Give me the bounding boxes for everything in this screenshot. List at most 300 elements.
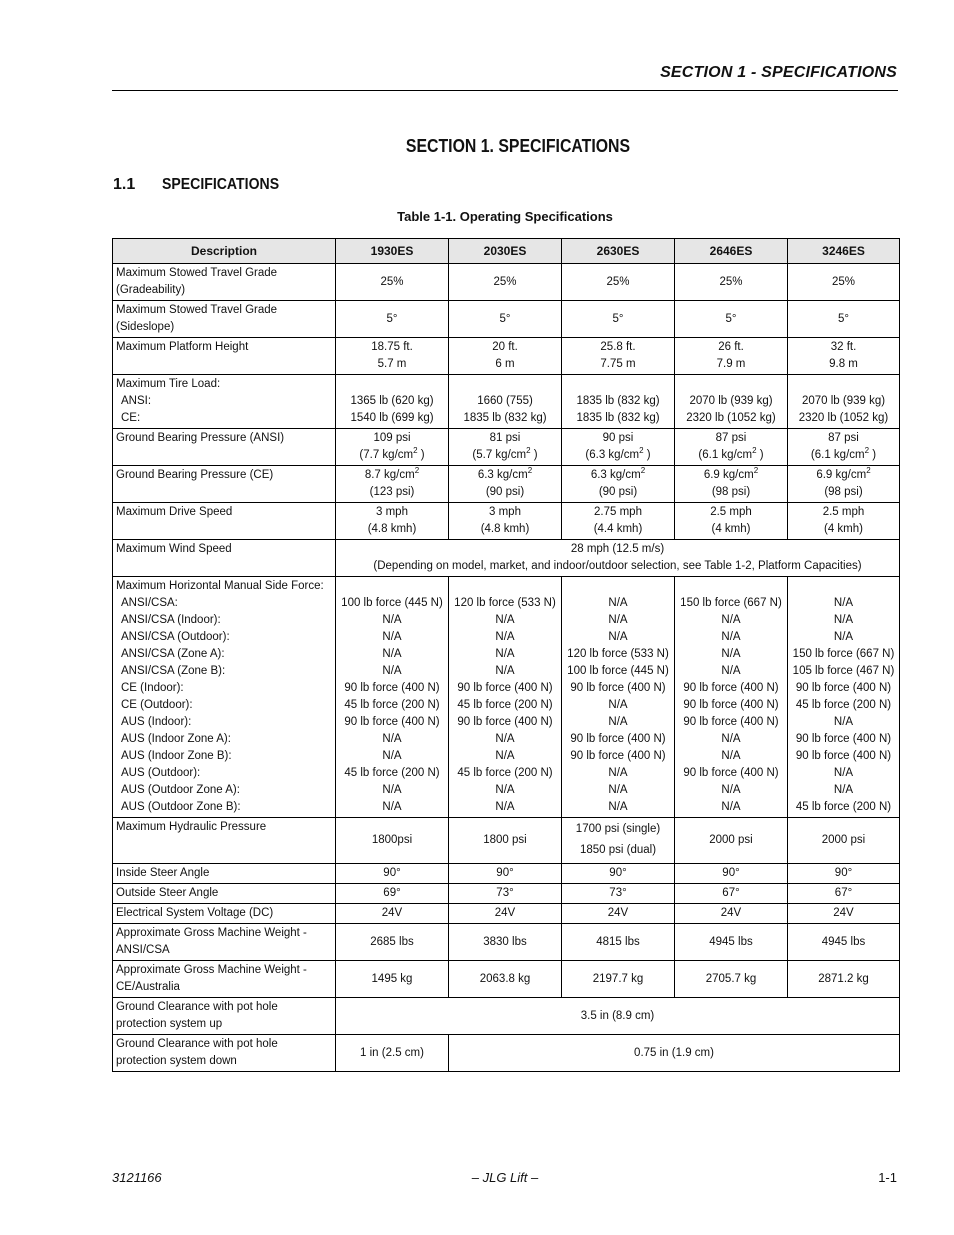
value-line: 1800 psi (483, 834, 527, 846)
value-line: 90 lb force (400 N) (683, 699, 779, 711)
value-line: N/A (382, 648, 402, 660)
value-line: 3 mph (376, 506, 408, 518)
table-cell (449, 818, 562, 864)
value-line: 90 lb force (400 N) (570, 733, 666, 745)
column-header: 2646ES (675, 239, 788, 264)
table-cell (336, 338, 449, 375)
table-cell (449, 338, 562, 375)
value-line: (4.4 kmh) (593, 523, 643, 535)
value-line: 90 lb force (400 N) (570, 682, 666, 694)
value-line: 45 lb force (200 N) (457, 699, 553, 711)
value-line: (123 psi) (369, 486, 415, 498)
table-cell (449, 577, 562, 818)
value-line: 8.7 $kg/cm^2$ (364, 466, 420, 481)
value-line: 45 lb force (200 N) (795, 801, 892, 813)
table-cell (562, 301, 675, 338)
table-cell (675, 924, 788, 961)
value-line: 6.3 $kg/cm^2$ (477, 466, 533, 481)
value-line: N/A (833, 716, 854, 728)
row-description (113, 864, 336, 884)
value-line: 28 mph (12.5 m/s) (570, 543, 665, 555)
description-line: CE/Australia (116, 981, 180, 993)
value-line: N/A (495, 801, 515, 813)
operating-specifications-table (112, 238, 900, 1072)
value-line: N/A (608, 801, 628, 813)
value-line (339, 376, 445, 393)
value-line: (6.1 $kg/cm^2$ ) (810, 446, 877, 461)
table-cell (562, 924, 675, 961)
row-description (113, 998, 336, 1035)
column-header: Description (113, 239, 336, 264)
value-line: (98 psi) (824, 486, 863, 498)
table-cell (336, 429, 449, 466)
running-header: SECTION 1 - SPECIFICATIONS (660, 64, 897, 81)
value-line (791, 376, 896, 393)
value-line: 5° (499, 312, 511, 325)
value-line: 2070 lb (939 kg) (801, 395, 886, 407)
table-cell (562, 429, 675, 466)
value-line: 2.5 mph (710, 506, 752, 518)
table-cell (788, 577, 900, 818)
description-line: Maximum Stowed Travel Grade (116, 304, 278, 316)
value-line: 25% (719, 275, 743, 288)
value-line: N/A (833, 614, 854, 626)
value-line: 3830 lbs (483, 935, 527, 948)
value-line: 67° (722, 887, 740, 899)
table-cell: 1 in (2.5 cm) (336, 1035, 449, 1072)
value-line: (90 psi) (598, 486, 638, 498)
column-header: 2030ES (449, 239, 562, 264)
column-header: 2630ES (562, 239, 675, 264)
value-line (678, 578, 784, 595)
table-cell (675, 864, 788, 884)
table-row (113, 429, 900, 466)
value-line: 7.75 m (600, 358, 636, 370)
table-cell (675, 264, 788, 301)
value-line: 6.9 $kg/cm^2$ (703, 466, 759, 481)
table-row (113, 904, 900, 924)
value-line: 1800psi (371, 834, 413, 846)
table-cell (336, 264, 449, 301)
value-line: 1835 lb (832 kg) (463, 412, 547, 424)
value-line: N/A (382, 631, 402, 643)
table-cell (336, 924, 449, 961)
value-line: N/A (721, 801, 741, 813)
column-header: 1930ES (336, 239, 449, 264)
value-line: 90 lb force (400 N) (683, 767, 779, 779)
table-cell (788, 264, 900, 301)
value-line: 1835 lb (832 kg) (576, 412, 660, 424)
value-line: N/A (833, 784, 854, 796)
value-line: N/A (721, 614, 741, 626)
row-description (113, 503, 336, 540)
value-line: 2063.8 kg (479, 972, 531, 985)
value-line: 67° (834, 887, 853, 899)
column-header: 3246ES (788, 239, 900, 264)
value-line: 32 ft. (830, 341, 857, 353)
value-line: N/A (495, 665, 515, 677)
value-line: N/A (495, 614, 515, 626)
description-line: Outside Steer Angle (116, 887, 219, 899)
row-description (113, 577, 336, 818)
value-line: 2000 psi (709, 834, 753, 846)
value-line: N/A (382, 614, 402, 626)
value-line: N/A (721, 750, 741, 762)
value-line: 5° (612, 312, 624, 325)
table-cell (336, 540, 900, 577)
value-line: 1850 psi (dual) (579, 844, 657, 856)
table-cell (449, 503, 562, 540)
value-line: 2.75 mph (594, 506, 642, 518)
description-line: ANSI/CSA: (121, 597, 178, 609)
table-cell (675, 577, 788, 818)
value-line: 90 lb force (400 N) (344, 716, 440, 728)
table-cell (336, 818, 449, 864)
value-line: 45 lb force (200 N) (344, 767, 440, 779)
table-header-row (113, 239, 900, 264)
value-line: N/A (495, 750, 515, 762)
table-row (113, 264, 900, 301)
value-line: 2197.7 kg (592, 972, 644, 985)
value-line: (7.7 $kg/cm^2$ ) (359, 446, 425, 461)
table-cell (449, 924, 562, 961)
value-line: 1540 lb (699 kg) (350, 412, 434, 424)
value-line: N/A (721, 665, 741, 677)
value-line: 90 lb force (400 N) (457, 716, 553, 728)
row-description (113, 904, 336, 924)
value-line: 90 lb force (400 N) (344, 682, 440, 694)
value-line: (4 kmh) (824, 523, 863, 535)
value-line: N/A (608, 631, 628, 643)
table-cell: 0.75 in (1.9 cm) (449, 1035, 900, 1072)
description-line: ANSI/CSA (Outdoor): (121, 631, 230, 643)
row-description (113, 961, 336, 998)
table-cell (788, 503, 900, 540)
description-line: protection system down (116, 1055, 237, 1067)
value-line: 109 psi (373, 432, 411, 444)
table-cell (675, 818, 788, 864)
row-description (113, 1035, 336, 1072)
table-cell (449, 301, 562, 338)
value-line: N/A (382, 750, 402, 762)
footer-brand: – JLG Lift – (471, 1170, 539, 1185)
value-line: (5.7 $kg/cm^2$ ) (472, 446, 538, 461)
value-line: 2.5 mph (822, 506, 865, 518)
table-cell (562, 338, 675, 375)
description-line: CE (Outdoor): (121, 699, 193, 711)
value-line: 2705.7 kg (705, 972, 757, 985)
table-cell (449, 466, 562, 503)
value-line: 1835 lb (832 kg) (576, 395, 660, 407)
table-row (113, 961, 900, 998)
table-cell (788, 338, 900, 375)
value-line: N/A (608, 784, 628, 796)
value-line (452, 578, 558, 595)
value-line: 4945 lbs (709, 935, 753, 948)
value-line: (4.8 kmh) (480, 523, 530, 535)
value-line: 6.3 $kg/cm^2$ (590, 466, 646, 481)
value-line: N/A (382, 733, 402, 745)
description-line: AUS (Outdoor): (121, 767, 201, 779)
table-cell (336, 301, 449, 338)
value-line: 90 lb force (400 N) (683, 682, 779, 694)
value-line: 90° (383, 867, 401, 879)
value-line: 90° (609, 867, 627, 879)
table-cell (336, 375, 449, 429)
table-cell (675, 338, 788, 375)
table-row (113, 924, 900, 961)
description-line: Maximum Tire Load: (116, 378, 221, 390)
table-cell (788, 818, 900, 864)
section-title: SECTION 1. SPECIFICATIONS (405, 136, 631, 156)
value-line: 45 lb force (200 N) (457, 767, 553, 779)
description-line: ANSI/CSA (Zone A): (121, 648, 225, 660)
description-line: protection system up (116, 1018, 223, 1030)
value-line: 4815 lbs (596, 935, 640, 948)
value-line: 73° (609, 887, 627, 899)
value-line: 90° (722, 867, 740, 879)
table-row (113, 466, 900, 503)
value-line: 20 ft. (492, 341, 518, 353)
value-line: N/A (382, 665, 402, 677)
value-line: 3 mph (489, 506, 521, 518)
value-line: 81 psi (489, 432, 521, 444)
table-cell (788, 301, 900, 338)
value-line: 5° (838, 312, 849, 325)
page-number: 1-1 (878, 1170, 897, 1185)
description-line: ANSI: (121, 395, 152, 407)
value-line: N/A (608, 597, 628, 609)
value-line: 24V (720, 907, 742, 919)
table-cell (675, 375, 788, 429)
table-cell (562, 466, 675, 503)
value-line: 1495 kg (371, 972, 413, 985)
value-line: N/A (382, 784, 402, 796)
value-line: 6 m (495, 358, 515, 370)
value-line: 150 lb force (667 N) (792, 648, 895, 660)
header-rule (112, 90, 898, 91)
value-line: N/A (833, 767, 854, 779)
row-description (113, 338, 336, 375)
value-line: 90° (496, 867, 514, 879)
description-line: Ground Bearing Pressure (ANSI) (116, 432, 285, 444)
table-cell (336, 503, 449, 540)
value-line: 87 psi (715, 432, 747, 444)
value-line: N/A (833, 597, 854, 609)
table-cell (788, 375, 900, 429)
table-cell (788, 904, 900, 924)
value-line: 24V (833, 907, 854, 919)
description-line: Ground Clearance with pot hole (116, 1038, 278, 1050)
table-cell (562, 884, 675, 904)
table-cell (675, 884, 788, 904)
description-line: ANSI/CSA (Indoor): (121, 614, 221, 626)
value-line: 25.8 ft. (600, 341, 636, 353)
table-cell (449, 375, 562, 429)
table-cell (562, 577, 675, 818)
description-line: AUS (Indoor): (121, 716, 192, 728)
table-cell (336, 904, 449, 924)
value-line: 45 lb force (200 N) (795, 699, 892, 711)
description-line: Ground Bearing Pressure (CE) (116, 469, 274, 481)
value-line: 90 lb force (400 N) (457, 682, 553, 694)
value-line: 2685 lbs (370, 935, 414, 948)
description-line: Maximum Drive Speed (116, 506, 233, 518)
value-line: 120 lb force (533 N) (567, 648, 669, 660)
description-line: ANSI/CSA (Zone B): (121, 665, 226, 677)
table-cell (562, 375, 675, 429)
value-line: 90 psi (602, 432, 634, 444)
value-line: 90° (834, 867, 853, 879)
table-row (113, 818, 900, 864)
table-row (113, 338, 900, 375)
value-line: 24V (607, 907, 629, 919)
value-line: 25% (493, 275, 517, 288)
description-line: Inside Steer Angle (116, 867, 210, 879)
description-line: (Sideslope) (116, 321, 175, 333)
value-line: 26 ft. (718, 341, 744, 353)
value-line: 2320 lb (1052 kg) (798, 412, 889, 424)
table-row (113, 864, 900, 884)
table-cell (675, 904, 788, 924)
table-row (113, 375, 900, 429)
description-line: CE (Indoor): (121, 682, 184, 694)
description-line: CE: (121, 412, 141, 424)
value-line: N/A (608, 767, 628, 779)
value-line (452, 376, 558, 393)
value-line: 24V (381, 907, 403, 919)
value-line: 2070 lb (939 kg) (689, 395, 773, 407)
table-cell (562, 264, 675, 301)
value-line: 87 psi (828, 432, 859, 444)
table-cell (336, 466, 449, 503)
value-line: N/A (495, 784, 515, 796)
description-line: AUS (Outdoor Zone A): (121, 784, 240, 796)
table-cell (675, 429, 788, 466)
value-line: N/A (495, 648, 515, 660)
table-cell (336, 864, 449, 884)
row-description (113, 264, 336, 301)
table-cell (788, 466, 900, 503)
table-caption: Table 1-1. Operating Specifications (397, 209, 613, 224)
value-line: 73° (496, 887, 514, 899)
table-cell: 3.5 in (8.9 cm) (336, 998, 900, 1035)
table-cell (788, 884, 900, 904)
value-line (339, 578, 445, 595)
table-cell (788, 924, 900, 961)
description-line: Maximum Stowed Travel Grade (116, 267, 278, 279)
table-cell (449, 904, 562, 924)
table-row (113, 577, 900, 818)
value-line: 4945 lbs (821, 935, 866, 948)
value-line: N/A (495, 631, 515, 643)
table-cell (675, 961, 788, 998)
description-line: Ground Clearance with pot hole (116, 1001, 278, 1013)
table-row (113, 301, 900, 338)
table-row (113, 884, 900, 904)
value-line: (6.3 $kg/cm^2$ ) (585, 446, 651, 461)
description-line: Approximate Gross Machine Weight - (116, 964, 307, 976)
table-cell (336, 577, 449, 818)
value-line: 90 lb force (400 N) (570, 750, 666, 762)
table-row (113, 1035, 900, 1072)
value-line: (4.8 kmh) (367, 523, 417, 535)
table-cell (336, 884, 449, 904)
value-line: (90 psi) (485, 486, 525, 498)
value-line (791, 578, 896, 595)
table-cell (449, 264, 562, 301)
table-cell (449, 961, 562, 998)
table-cell (788, 429, 900, 466)
description-line: Maximum Platform Height (116, 341, 249, 353)
table-cell (562, 904, 675, 924)
value-line: 90 lb force (400 N) (795, 733, 892, 745)
subsection-title: SPECIFICATIONS (162, 176, 280, 193)
description-line: AUS (Outdoor Zone B): (121, 801, 241, 813)
value-line: N/A (382, 801, 402, 813)
row-description: Maximum Wind Speed (113, 540, 336, 577)
table-cell (562, 864, 675, 884)
description-line: Approximate Gross Machine Weight - (116, 927, 307, 939)
value-line (678, 376, 784, 393)
value-line: 1700 psi (single) (575, 823, 661, 835)
value-line: (6.1 $kg/cm^2$ ) (698, 446, 764, 461)
description-line: Maximum Horizontal Manual Side Force: (116, 580, 324, 592)
table-cell (562, 503, 675, 540)
value-line: 5° (386, 312, 398, 325)
row-description (113, 375, 336, 429)
value-line: 6.9 $kg/cm^2$ (816, 466, 871, 481)
value-line: 1365 lb (620 kg) (350, 395, 434, 407)
value-line: 90 lb force (400 N) (683, 716, 779, 728)
value-line: 150 lb force (667 N) (680, 597, 782, 609)
value-line: 100 lb force (445 N) (567, 665, 669, 677)
value-line: 24V (494, 907, 516, 919)
value-line: 9.8 m (829, 358, 858, 370)
document-number: 3121166 (112, 1170, 162, 1185)
value-line (565, 376, 671, 393)
row-description: Maximum Hydraulic Pressure (113, 818, 336, 864)
value-line: (4 kmh) (711, 523, 751, 535)
description-line: ANSI/CSA (116, 944, 170, 956)
value-line: 90 lb force (400 N) (795, 750, 892, 762)
value-line: 25% (380, 275, 404, 288)
table-cell (675, 301, 788, 338)
value-line: N/A (721, 648, 741, 660)
value-line: N/A (721, 784, 741, 796)
table-cell (562, 961, 675, 998)
value-line: 2000 psi (821, 834, 866, 846)
table-row (113, 503, 900, 540)
value-line: N/A (608, 716, 628, 728)
value-line: 45 lb force (200 N) (344, 699, 440, 711)
table-cell (788, 961, 900, 998)
value-line: 100 lb force (445 N) (341, 597, 443, 609)
value-line: 90 lb force (400 N) (795, 682, 892, 694)
description-line: (Gradeability) (116, 284, 186, 296)
value-line: 7.9 m (716, 358, 746, 370)
value-line: N/A (833, 631, 854, 643)
value-line: N/A (608, 614, 628, 626)
value-line: 25% (831, 275, 856, 288)
description-line: AUS (Indoor Zone A): (121, 733, 231, 745)
table-cell (449, 864, 562, 884)
table-cell (449, 429, 562, 466)
value-line: 2871.2 kg (818, 972, 869, 985)
value-line: 5° (725, 312, 737, 325)
table-row (113, 998, 900, 1035)
table-cell (675, 503, 788, 540)
